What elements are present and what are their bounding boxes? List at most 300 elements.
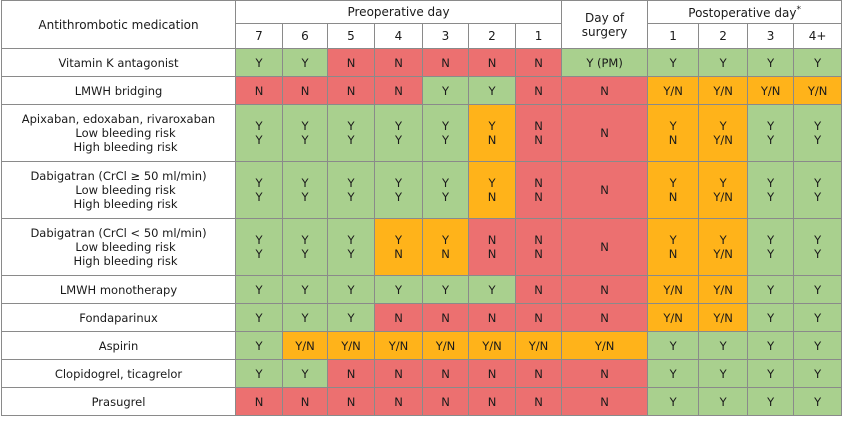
schedule-cell <box>328 388 375 416</box>
cell-value: N <box>346 394 356 409</box>
cell-value: Y/N <box>807 83 828 98</box>
schedule-cell <box>794 304 842 332</box>
cell-value: Y <box>347 310 355 325</box>
schedule-cell <box>283 388 328 416</box>
cell-value: Y/N <box>295 338 315 353</box>
cell-value: N <box>534 310 543 325</box>
cell-value: Y <box>347 247 355 261</box>
schedule-cell <box>648 49 699 77</box>
cell-value: Y <box>767 119 775 133</box>
bleeding-risk-label: High bleeding risk <box>73 254 178 268</box>
cell-value: Y <box>394 176 403 190</box>
cell-value: Y <box>255 366 263 381</box>
cell-value: N <box>487 133 497 147</box>
cell-value: N <box>600 310 609 325</box>
column-header-surgery: Day of surgery <box>562 1 648 49</box>
cell-value: Y <box>301 366 309 381</box>
cell-value: Y <box>488 83 496 98</box>
cell-value: Y <box>255 282 263 297</box>
table-row <box>2 304 842 332</box>
schedule-cell <box>283 105 328 162</box>
schedule-cell <box>236 360 283 388</box>
cell-value: N <box>534 176 543 190</box>
cell-value: Y <box>394 133 403 147</box>
cell-value: N <box>600 282 609 297</box>
cell-value: N <box>668 133 678 147</box>
cell-value: Y <box>719 176 727 190</box>
cell-value: Y <box>767 133 775 147</box>
schedule-cell <box>699 332 748 360</box>
schedule-cell <box>469 304 516 332</box>
schedule-cell <box>699 105 748 162</box>
schedule-cell <box>794 219 842 276</box>
schedule-cell <box>648 219 699 276</box>
preoperative-day-1: 1 <box>516 24 562 49</box>
cell-value: Y/N <box>594 338 615 353</box>
cell-value: Y/N <box>760 83 781 98</box>
cell-value: Y <box>301 190 309 204</box>
cell-value: Y/N <box>713 310 733 325</box>
schedule-cell <box>699 77 748 105</box>
medication-name <box>2 162 236 219</box>
schedule-cell <box>375 332 423 360</box>
cell-value: Y (PM) <box>586 55 623 70</box>
cell-value: Y <box>669 55 677 70</box>
preoperative-day-3: 3 <box>423 24 469 49</box>
medication-name <box>2 332 236 360</box>
postoperative-day-4plus: 4+ <box>794 24 842 49</box>
schedule-cell <box>328 219 375 276</box>
cell-value: Y <box>255 233 263 247</box>
cell-value: N <box>534 282 543 297</box>
schedule-cell <box>469 77 516 105</box>
schedule-cell <box>283 162 328 219</box>
schedule-cell <box>648 105 699 162</box>
cell-value: Y <box>767 366 775 381</box>
cell-value: Y <box>814 133 822 147</box>
schedule-cell <box>699 162 748 219</box>
schedule-cell <box>699 276 748 304</box>
schedule-cell <box>794 49 842 77</box>
cell-value: N <box>534 83 543 98</box>
cell-value: Y <box>767 310 775 325</box>
cell-value: Y <box>255 190 263 204</box>
schedule-cell <box>423 388 469 416</box>
schedule-cell <box>794 332 842 360</box>
table-row <box>2 276 842 304</box>
schedule-cell <box>516 304 562 332</box>
schedule-cell <box>328 332 375 360</box>
schedule-cell <box>236 388 283 416</box>
medication-label: Fondaparinux <box>79 310 158 325</box>
schedule-cell <box>699 304 748 332</box>
cell-value: Y <box>767 233 775 247</box>
schedule-cell <box>562 360 648 388</box>
schedule-cell <box>748 360 794 388</box>
cell-value: N <box>534 366 543 381</box>
schedule-cell <box>516 388 562 416</box>
medication-name <box>2 304 236 332</box>
cell-value: N <box>534 394 543 409</box>
schedule-cell <box>748 162 794 219</box>
cell-value: Y <box>394 190 403 204</box>
schedule-cell <box>283 332 328 360</box>
cell-value: Y <box>255 310 263 325</box>
cell-value: Y <box>488 176 496 190</box>
cell-value: N <box>487 233 497 247</box>
schedule-cell <box>469 388 516 416</box>
cell-value: N <box>600 126 609 140</box>
cell-value: N <box>487 366 497 381</box>
postoperative-footnote-mark: * <box>796 4 801 15</box>
cell-value: N <box>346 55 356 70</box>
schedule-cell <box>794 162 842 219</box>
cell-value: Y <box>814 176 822 190</box>
schedule-cell <box>375 77 423 105</box>
schedule-cell <box>648 276 699 304</box>
postoperative-day-3: 3 <box>748 24 794 49</box>
schedule-cell <box>562 332 648 360</box>
postoperative-day-1: 1 <box>648 24 699 49</box>
schedule-cell <box>423 360 469 388</box>
schedule-cell <box>748 219 794 276</box>
schedule-cell <box>794 105 842 162</box>
schedule-cell <box>283 360 328 388</box>
schedule-cell <box>648 388 699 416</box>
schedule-cell <box>699 49 748 77</box>
cell-value: N <box>600 240 609 254</box>
cell-value: N <box>668 247 678 261</box>
cell-value: N <box>487 190 497 204</box>
cell-value: Y <box>347 119 355 133</box>
table-row <box>2 77 842 105</box>
cell-value: Y <box>814 190 822 204</box>
medication-label: Dabigatran (CrCl ≥ 50 ml/min) <box>30 169 207 183</box>
cell-value: Y <box>814 338 822 353</box>
cell-value: N <box>668 190 678 204</box>
cell-value: N <box>394 247 403 261</box>
cell-value: Y <box>301 119 309 133</box>
preoperative-day-2: 2 <box>469 24 516 49</box>
cell-value: N <box>487 394 497 409</box>
medication-label: Apixaban, edoxaban, rivaroxaban <box>21 112 216 126</box>
medication-label: Aspirin <box>98 338 139 353</box>
cell-value: N <box>441 310 450 325</box>
schedule-cell <box>423 304 469 332</box>
schedule-cell <box>283 219 328 276</box>
schedule-cell <box>283 77 328 105</box>
cell-value: Y <box>255 55 263 70</box>
schedule-cell <box>469 105 516 162</box>
cell-value: Y <box>669 394 677 409</box>
schedule-cell <box>748 77 794 105</box>
column-group-preoperative: Preoperative day <box>236 1 562 24</box>
cell-value: N <box>534 133 543 147</box>
medication-name <box>2 77 236 105</box>
schedule-cell <box>236 162 283 219</box>
schedule-cell <box>236 77 283 105</box>
cell-value: Y <box>255 119 263 133</box>
schedule-cell <box>562 276 648 304</box>
cell-value: N <box>600 394 609 409</box>
bleeding-risk-label: Low bleeding risk <box>75 183 176 197</box>
cell-value: Y <box>669 176 677 190</box>
medication-label: Clopidogrel, ticagrelor <box>54 366 183 381</box>
cell-value: Y <box>441 233 450 247</box>
cell-value: Y <box>814 247 822 261</box>
cell-value: Y <box>719 366 727 381</box>
schedule-cell <box>748 105 794 162</box>
cell-value: N <box>534 233 543 247</box>
cell-value: Y <box>669 338 677 353</box>
schedule-cell <box>423 105 469 162</box>
schedule-cell <box>748 304 794 332</box>
medication-label: LMWH monotherapy <box>59 282 178 297</box>
cell-value: Y <box>255 338 263 353</box>
schedule-cell <box>423 332 469 360</box>
medication-name <box>2 388 236 416</box>
cell-value: Y <box>347 133 355 147</box>
cell-value: N <box>441 247 450 261</box>
schedule-cell <box>236 49 283 77</box>
cell-value: Y <box>441 119 450 133</box>
cell-value: Y/N <box>388 338 409 353</box>
schedule-cell <box>516 162 562 219</box>
schedule-cell <box>328 49 375 77</box>
cell-value: Y <box>441 282 450 297</box>
cell-value: Y <box>719 338 727 353</box>
schedule-cell <box>469 332 516 360</box>
schedule-cell <box>375 304 423 332</box>
cell-value: N <box>600 83 609 98</box>
schedule-cell <box>562 219 648 276</box>
cell-value: Y/N <box>713 83 733 98</box>
schedule-cell <box>328 276 375 304</box>
cell-value: Y <box>394 119 403 133</box>
medication-name <box>2 360 236 388</box>
cell-value: N <box>346 366 356 381</box>
cell-value: N <box>441 366 450 381</box>
cell-value: Y/N <box>713 190 733 204</box>
schedule-cell <box>423 162 469 219</box>
cell-value: Y <box>488 119 496 133</box>
schedule-cell <box>283 276 328 304</box>
cell-value: Y <box>347 176 355 190</box>
cell-value: N <box>394 55 403 70</box>
table-row <box>2 49 842 77</box>
schedule-cell <box>748 49 794 77</box>
cell-value: N <box>394 83 403 98</box>
bleeding-risk-label: Low bleeding risk <box>75 240 176 254</box>
cell-value: Y <box>814 310 822 325</box>
cell-value: N <box>441 394 450 409</box>
schedule-cell <box>516 77 562 105</box>
cell-value: N <box>300 394 310 409</box>
cell-value: Y <box>441 133 450 147</box>
schedule-cell <box>283 49 328 77</box>
schedule-cell <box>328 360 375 388</box>
cell-value: Y <box>301 176 309 190</box>
schedule-cell <box>648 77 699 105</box>
schedule-cell <box>648 332 699 360</box>
cell-value: Y <box>301 310 309 325</box>
cell-value: Y <box>719 119 727 133</box>
table-row <box>2 219 842 276</box>
cell-value: N <box>600 183 609 197</box>
schedule-cell <box>375 388 423 416</box>
schedule-cell <box>469 360 516 388</box>
schedule-cell <box>794 360 842 388</box>
schedule-cell <box>516 49 562 77</box>
schedule-cell <box>469 219 516 276</box>
cell-value: N <box>300 83 310 98</box>
cell-value: Y <box>719 55 727 70</box>
cell-value: Y <box>669 366 677 381</box>
schedule-cell <box>236 105 283 162</box>
schedule-cell <box>516 360 562 388</box>
schedule-cell <box>562 105 648 162</box>
cell-value: Y <box>814 55 822 70</box>
cell-value: Y <box>441 176 450 190</box>
cell-value: N <box>394 310 403 325</box>
cell-value: Y <box>301 55 309 70</box>
cell-value: Y/N <box>482 338 502 353</box>
schedule-cell <box>423 276 469 304</box>
schedule-cell <box>375 105 423 162</box>
schedule-cell <box>794 388 842 416</box>
cell-value: Y/N <box>528 338 549 353</box>
cell-value: Y <box>301 247 309 261</box>
table-row <box>2 105 842 162</box>
cell-value: Y <box>394 233 403 247</box>
cell-value: Y <box>347 190 355 204</box>
schedule-cell <box>423 49 469 77</box>
schedule-cell <box>423 77 469 105</box>
schedule-cell <box>236 276 283 304</box>
schedule-cell <box>748 388 794 416</box>
cell-value: Y <box>394 282 403 297</box>
schedule-cell <box>562 49 648 77</box>
medication-name <box>2 276 236 304</box>
schedule-cell <box>794 276 842 304</box>
schedule-cell <box>562 77 648 105</box>
schedule-cell <box>516 219 562 276</box>
bleeding-risk-label: High bleeding risk <box>73 140 178 154</box>
cell-value: Y <box>347 233 355 247</box>
cell-value: Y <box>814 119 822 133</box>
schedule-cell <box>423 219 469 276</box>
cell-value: Y <box>255 176 263 190</box>
schedule-cell <box>283 304 328 332</box>
schedule-cell <box>328 77 375 105</box>
schedule-cell <box>648 360 699 388</box>
cell-value: Y <box>767 282 775 297</box>
schedule-cell <box>469 276 516 304</box>
cell-value: Y <box>488 282 496 297</box>
cell-value: Y/N <box>713 247 733 261</box>
column-header-medication: Antithrombotic medication <box>2 1 236 49</box>
cell-value: N <box>254 83 264 98</box>
cell-value: Y <box>814 366 822 381</box>
cell-value: N <box>346 83 356 98</box>
cell-value: Y <box>767 190 775 204</box>
cell-value: Y <box>255 247 263 261</box>
cell-value: Y <box>441 190 450 204</box>
cell-value: N <box>254 394 264 409</box>
cell-value: Y/N <box>663 83 683 98</box>
cell-value: Y <box>719 394 727 409</box>
cell-value: Y/N <box>713 133 733 147</box>
schedule-cell <box>648 304 699 332</box>
schedule-cell <box>516 276 562 304</box>
postoperative-day-2: 2 <box>699 24 748 49</box>
cell-value: N <box>487 310 497 325</box>
cell-value: Y/N <box>341 338 361 353</box>
cell-value: N <box>600 366 609 381</box>
cell-value: N <box>441 55 450 70</box>
cell-value: N <box>534 55 543 70</box>
cell-value: Y <box>301 282 309 297</box>
schedule-cell <box>699 360 748 388</box>
schedule-cell <box>794 77 842 105</box>
cell-value: Y <box>767 338 775 353</box>
schedule-cell <box>469 49 516 77</box>
medication-label: Dabigatran (CrCl < 50 ml/min) <box>30 226 207 240</box>
schedule-cell <box>375 219 423 276</box>
medication-name <box>2 49 236 77</box>
table-row <box>2 388 842 416</box>
schedule-cell <box>648 162 699 219</box>
cell-value: N <box>534 190 543 204</box>
cell-value: N <box>534 247 543 261</box>
table-row <box>2 332 842 360</box>
medication-label: LMWH bridging <box>74 83 163 98</box>
bleeding-risk-label: High bleeding risk <box>73 197 178 211</box>
cell-value: Y <box>669 119 677 133</box>
medication-label: Vitamin K antagonist <box>58 55 179 70</box>
preoperative-day-4: 4 <box>375 24 423 49</box>
cell-value: Y <box>255 133 263 147</box>
schedule-cell <box>562 162 648 219</box>
schedule-cell <box>699 388 748 416</box>
postoperative-label: Postoperative day <box>688 5 797 20</box>
column-group-postoperative <box>648 1 842 24</box>
schedule-cell <box>748 332 794 360</box>
cell-value: Y/N <box>435 338 456 353</box>
cell-value: Y <box>767 247 775 261</box>
schedule-cell <box>562 388 648 416</box>
cell-value: Y/N <box>713 282 733 297</box>
cell-value: N <box>534 119 543 133</box>
cell-value: Y <box>767 394 775 409</box>
cell-value: Y <box>301 233 309 247</box>
cell-value: Y <box>669 233 677 247</box>
cell-value: Y <box>301 133 309 147</box>
schedule-cell <box>748 276 794 304</box>
table-row <box>2 360 842 388</box>
cell-value: Y <box>347 282 355 297</box>
schedule-cell <box>375 49 423 77</box>
cell-value: N <box>394 366 403 381</box>
medication-name <box>2 105 236 162</box>
schedule-cell <box>236 332 283 360</box>
schedule-cell <box>328 162 375 219</box>
cell-value: Y/N <box>663 310 683 325</box>
schedule-cell <box>328 105 375 162</box>
cell-value: Y <box>814 394 822 409</box>
schedule-cell <box>516 332 562 360</box>
cell-value: Y/N <box>663 282 683 297</box>
